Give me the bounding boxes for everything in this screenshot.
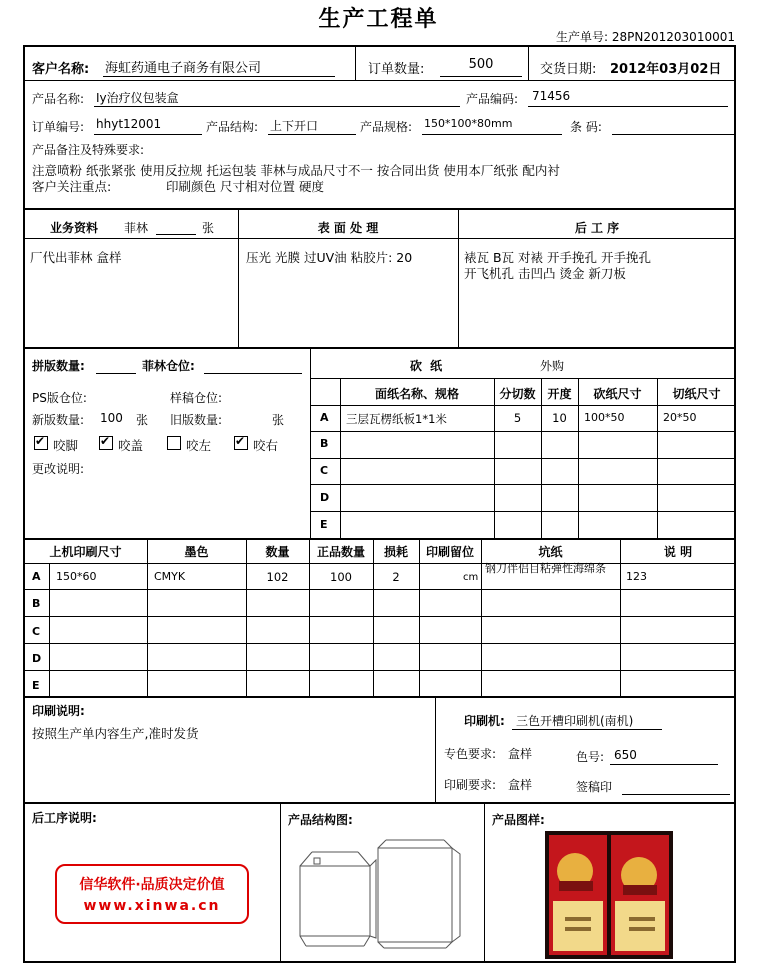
print-note-label: 印刷说明: bbox=[32, 704, 85, 718]
print-row-letter: B bbox=[32, 597, 41, 610]
barcode-label: 条 码: bbox=[570, 120, 602, 134]
print-good-cell[interactable]: 100 bbox=[330, 570, 352, 584]
structure-label: 产品结构: bbox=[206, 120, 259, 134]
business-label: 业务资料 bbox=[50, 221, 99, 235]
print-req-value[interactable]: 盒样 bbox=[508, 778, 533, 792]
business-text: 厂代出菲林 盒样 bbox=[30, 250, 122, 265]
structure-value[interactable]: 上下开口 bbox=[270, 119, 319, 133]
print-row-letter: A bbox=[32, 570, 41, 583]
brand-line2: www.xinwa.cn bbox=[83, 898, 221, 914]
print-header-loss: 损耗 bbox=[383, 545, 408, 559]
paper-header-trim: 切纸尺寸 bbox=[672, 387, 721, 401]
print-header-good: 正品数量 bbox=[316, 545, 365, 559]
paper-header-name: 面纸名称、规格 bbox=[374, 387, 459, 401]
paper-row-letter: E bbox=[320, 518, 328, 531]
paper-open-cell[interactable]: 10 bbox=[552, 411, 567, 425]
print-row-letter: D bbox=[32, 652, 42, 665]
checkbox-bite-right-label: 咬右 bbox=[253, 438, 279, 453]
surface-text: 压光 光膜 过UV油 粘胶片: 20 bbox=[246, 250, 413, 265]
brand-line1: 信华软件·品质决定价值 bbox=[79, 877, 225, 893]
product-name-value[interactable]: Iy治疗仪包装盒 bbox=[96, 91, 179, 105]
brand-stamp bbox=[55, 864, 249, 924]
print-row-letter: E bbox=[32, 679, 40, 692]
old-plate-unit: 张 bbox=[272, 413, 285, 427]
print-header-qty: 数量 bbox=[265, 545, 290, 559]
spec-value[interactable]: 150*100*80mm bbox=[424, 117, 513, 130]
page-title: 生产工程单 bbox=[318, 7, 439, 32]
print-loss-cell[interactable]: 2 bbox=[392, 570, 400, 584]
color-no-value[interactable]: 650 bbox=[614, 748, 637, 762]
print-header-paper: 坑纸 bbox=[538, 545, 563, 559]
qty-label: 订单数量: bbox=[368, 62, 425, 77]
print-req-label: 印刷要求: bbox=[444, 778, 497, 792]
checkbox-bite-lid[interactable] bbox=[99, 436, 113, 450]
product-sample-image bbox=[545, 831, 673, 959]
new-plate-unit: 张 bbox=[136, 413, 149, 427]
new-plate-label: 新版数量: bbox=[32, 413, 85, 427]
post-note-label: 后工序说明: bbox=[32, 811, 97, 825]
print-header-margin: 印刷留位 bbox=[425, 545, 474, 559]
color-no-label: 色号: bbox=[576, 750, 605, 764]
sample-pos-label: 样稿仓位: bbox=[170, 391, 223, 405]
paper-cut-cell[interactable]: 5 bbox=[513, 411, 522, 425]
product-code-value[interactable]: 71456 bbox=[532, 89, 571, 103]
print-header-note: 说 明 bbox=[663, 545, 693, 559]
order-number-value: 28PN20120301000​1 bbox=[611, 30, 735, 44]
checkbox-bite-left[interactable] bbox=[167, 436, 181, 450]
surface-label: 表 面 处 理 bbox=[317, 221, 379, 235]
remarks-value: 注意喷粉 纸张紧张 使用反拉规 托运包装 菲林与成品尺寸不一 按合同出货 使用本厂纸张 配内衬 bbox=[32, 163, 560, 178]
spot-value[interactable]: 盒样 bbox=[508, 747, 533, 761]
sign-label: 签稿印 bbox=[576, 780, 613, 794]
post-label: 后 工 序 bbox=[574, 221, 620, 235]
new-plate-value: 100 bbox=[100, 411, 123, 425]
imposition-label: 拼版数量: bbox=[32, 359, 85, 373]
print-qty-cell[interactable]: 102 bbox=[266, 570, 289, 584]
print-header-size: 上机印刷尺寸 bbox=[49, 545, 122, 559]
post-line2: 开飞机孔 击凹凸 烫金 新刀板 bbox=[464, 266, 626, 281]
checkbox-bite-left-label: 咬左 bbox=[186, 438, 212, 453]
checkbox-bite-foot-label: 咬脚 bbox=[53, 438, 79, 453]
paper-header-chop: 砍纸尺寸 bbox=[593, 387, 642, 401]
delivery-value[interactable]: 2012年03月02日 bbox=[610, 62, 722, 77]
delivery-label: 交货日期: bbox=[540, 62, 597, 77]
order-number-label: 生产单号: bbox=[556, 30, 609, 44]
paper-chop-cell[interactable]: 100*50 bbox=[584, 411, 625, 424]
paper-header-open: 开度 bbox=[547, 387, 572, 401]
paper-row-letter: D bbox=[320, 491, 330, 504]
film-label: 菲林 bbox=[124, 221, 149, 235]
press-label: 印刷机: bbox=[464, 714, 505, 728]
remarks-label: 产品备注及特殊要求: bbox=[32, 143, 145, 157]
change-label: 更改说明: bbox=[32, 462, 85, 476]
film-pos-label: 菲林仓位: bbox=[142, 359, 195, 373]
paper-source: 外购 bbox=[540, 359, 565, 373]
order-code-value[interactable]: hhyt12001 bbox=[96, 117, 162, 131]
focus-label: 客户关注重点: bbox=[32, 179, 112, 194]
press-value[interactable]: 三色开槽印刷机(南机) bbox=[516, 714, 634, 728]
paper-title: 砍 纸 bbox=[410, 359, 445, 373]
order-number bbox=[556, 28, 735, 45]
ps-pos-label: PS版仓位: bbox=[32, 391, 87, 405]
focus-value: 印刷颜色 尺寸相对位置 硬度 bbox=[166, 179, 324, 194]
print-ink-cell[interactable]: CMYK bbox=[154, 570, 186, 583]
spec-label: 产品规格: bbox=[360, 120, 413, 134]
paper-trim-cell[interactable]: 20*50 bbox=[663, 411, 697, 424]
paper-row-letter: A bbox=[320, 411, 329, 424]
customer-value[interactable]: 海虹药通电子商务有限公司 bbox=[105, 61, 262, 76]
spot-label: 专色要求: bbox=[444, 747, 497, 761]
print-row-letter: C bbox=[32, 625, 41, 638]
form-frame bbox=[23, 45, 736, 963]
print-note-value: 按照生产单内容生产,准时发货 bbox=[32, 726, 199, 741]
checkbox-bite-foot[interactable] bbox=[34, 436, 48, 450]
film-unit: 张 bbox=[202, 221, 215, 235]
paper-row-letter: B bbox=[320, 437, 329, 450]
product-code-label: 产品编码: bbox=[466, 92, 519, 106]
post-line1: 裱瓦 B瓦 对裱 开手挽孔 开手挽孔 bbox=[464, 250, 651, 265]
old-plate-label: 旧版数量: bbox=[170, 413, 223, 427]
paper-name-cell[interactable]: 三层瓦楞纸板1*1米 bbox=[346, 412, 447, 426]
print-paper-cell[interactable]: 钢刀伴侣目粘弹性海绵条 bbox=[485, 562, 606, 575]
paper-row-letter: C bbox=[320, 464, 329, 477]
product-img-label: 产品图样: bbox=[492, 813, 545, 827]
structure-img-label: 产品结构图: bbox=[288, 813, 353, 827]
order-code-label: 订单编号: bbox=[32, 120, 85, 134]
structure-dieline-image bbox=[292, 838, 468, 950]
paper-header-cut: 分切数 bbox=[499, 387, 536, 401]
print-size-cell[interactable]: 150*60 bbox=[56, 570, 97, 583]
print-header-ink: 墨色 bbox=[184, 545, 209, 559]
qty-value[interactable]: 500 bbox=[468, 57, 494, 72]
customer-label: 客户名称: bbox=[32, 62, 90, 77]
print-note-cell[interactable]: 123 bbox=[626, 570, 647, 583]
print-margin-cell[interactable]: cm bbox=[463, 572, 479, 583]
checkbox-bite-right[interactable] bbox=[234, 436, 248, 450]
checkbox-bite-lid-label: 咬盖 bbox=[118, 438, 144, 453]
product-name-label: 产品名称: bbox=[32, 92, 85, 106]
